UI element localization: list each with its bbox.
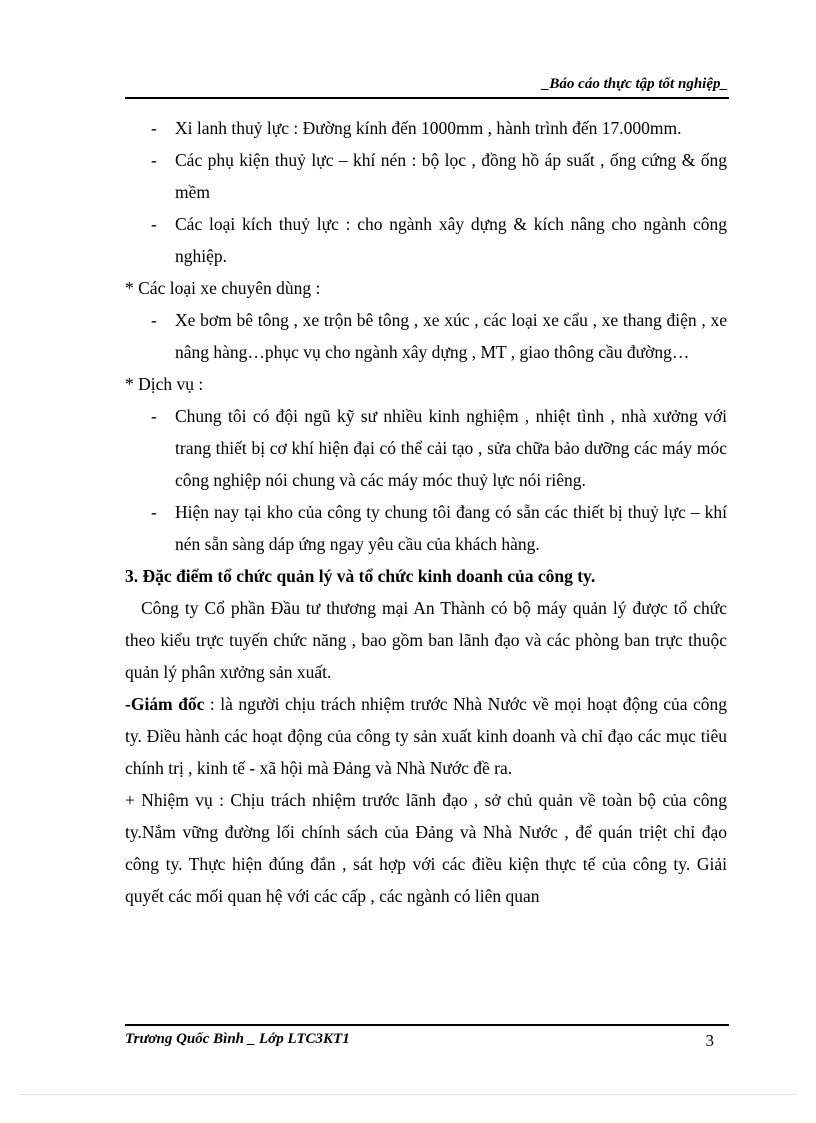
page-edge-divider [20,1094,796,1095]
director-paragraph [125,688,727,784]
header-title: _Báo cáo thực tập tốt nghiệp_ [541,76,728,92]
services-heading: * Dịch vụ : [125,374,204,394]
footer-author: Trương Quốc Bình _ Lớp LTC3KT1 [125,1031,350,1047]
services-list [125,400,727,560]
document-body [125,112,727,912]
hydraulic-equipment-list [125,112,727,272]
dash-bullet-icon: - [151,214,157,234]
header-divider [125,97,729,99]
section-heading: 3. Đặc điểm tổ chức quản lý và tổ chức kinh doanh của công ty. [125,566,596,586]
dash-bullet-icon: - [151,310,157,330]
list-item: - Chung tôi có đội ngũ kỹ sư nhiều kinh nghiệm , nhiệt tình , nhà xưởng với trang thiết bị cơ khí hiện đại có thể cải tạo , sửa chữa bảo dưỡng các máy móc công nghiệp nói chung và các máy móc thuỷ lực nói riêng. [125,400,727,496]
dash-bullet-icon: - [151,150,157,170]
director-label: -Giám đốc [125,694,205,714]
list-item: - Hiện nay tại kho của công ty chung tôi đang có sẵn các thiết bị thuỷ lực – khí nén sẵn sàng dáp ứng ngay yêu cầu của khách hàng. [125,496,727,560]
company-intro-paragraph: Công ty Cổ phần Đầu tư thương mại An Thành có bộ máy quản lý được tổ chức theo kiểu trực tuyến chức năng , bao gồm ban lãnh đạo và các phòng ban trực thuộc quản lý phân xưởng sản xuất. [125,598,727,682]
dash-bullet-icon: - [151,118,157,138]
vehicles-list [125,304,727,368]
list-item: - Xe bơm bê tông , xe trộn bê tông , xe xúc , các loại xe cẩu , xe thang điện , xe nâng hàng…phục vụ cho ngành xây dựng , MT , giao thông cầu đường… [125,304,727,368]
vehicles-heading: * Các loại xe chuyên dùng : [125,278,321,298]
list-item: - Các loại kích thuỷ lực : cho ngành xây dựng & kích nâng cho ngành công nghiệp. [125,208,727,272]
director-text: : là người chịu trách nhiệm trước Nhà Nước về mọi hoạt động của công ty. Điều hành các hoạt động của công ty sản xuất kinh doanh và chỉ đạo các mục tiêu chính trị , kinh tế - xã hội mà Đảng và Nhà Nước đề ra. [125,694,727,778]
list-item: - Các phụ kiện thuỷ lực – khí nén : bộ lọc , đồng hồ áp suất , ống cứng & ống mềm [125,144,727,208]
footer-divider [125,1024,729,1026]
dash-bullet-icon: - [151,406,157,426]
list-item: - Xi lanh thuỷ lực : Đường kính đến 1000mm , hành trình đến 17.000mm. [125,112,727,144]
duties-paragraph: + Nhiệm vụ : Chịu trách nhiệm trước lãnh đạo , sở chủ quản về toàn bộ của công ty.Nắm vững đường lối chính sách của Đảng và Nhà Nước , để quán triệt chỉ đạo công ty. Thực hiện đúng đắn , sát hợp với các điều kiện thực tế của công ty. Giải quyết các mối quan hệ với các cấp , các ngành có liên quan [125,790,727,906]
dash-bullet-icon: - [151,502,157,522]
page-number: 3 [705,1031,714,1050]
